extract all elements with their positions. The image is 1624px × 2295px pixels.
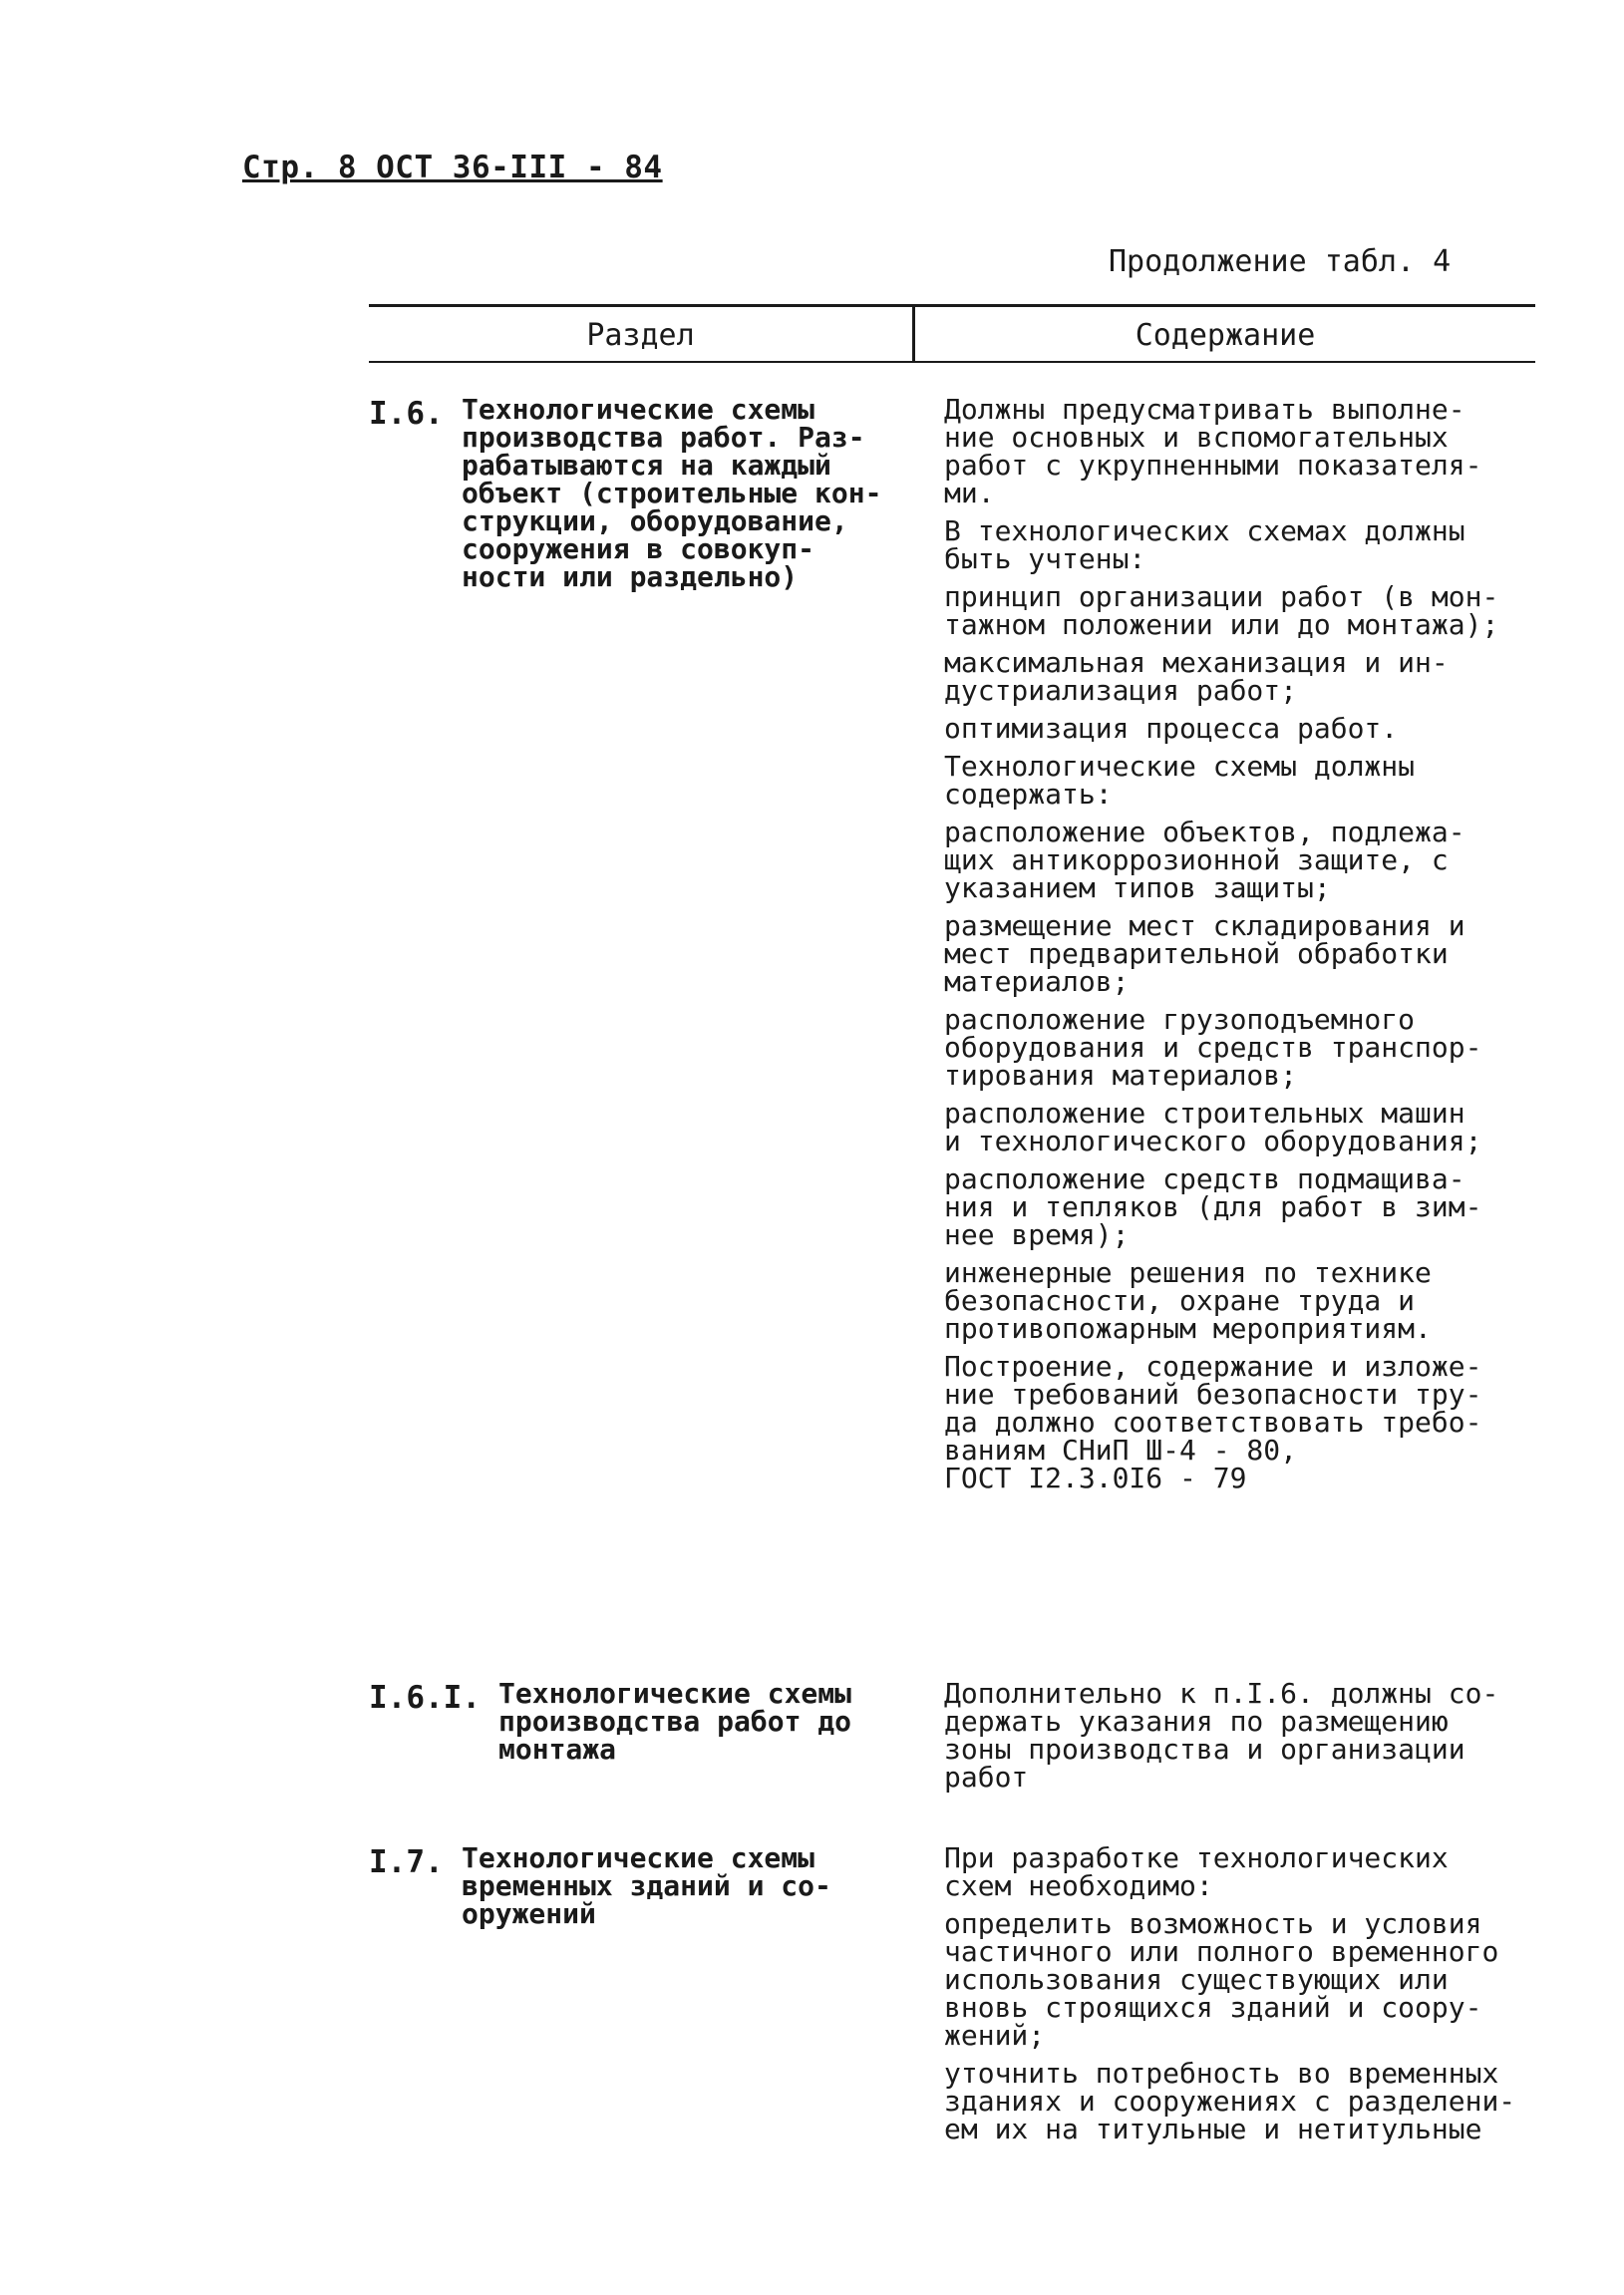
- page-header: Стр. 8 ОСТ 36-III - 84: [242, 150, 663, 185]
- table-top-rule: [369, 304, 1535, 307]
- content-paragraph: размещение мест складирования и мест предварительной обработки материалов;: [944, 909, 1465, 998]
- section-content: [944, 1841, 1532, 2153]
- content-paragraph: При разработке технологических схем необходимо:: [944, 1841, 1449, 1902]
- content-paragraph: В технологических схемах должны быть учтены:: [944, 514, 1465, 575]
- content-paragraph: Технологические схемы должны содержать:: [944, 750, 1416, 811]
- section-number: I.6.I.: [369, 1680, 481, 1716]
- header-bottom-rule: [369, 361, 1535, 363]
- content-paragraph: уточнить потребность во временных зданиях и сооружениях с разделени- ем их на титульные и нетитульные: [944, 2057, 1516, 2145]
- content-paragraph: Должны предусматривать выполне- ние основных и вспомогательных работ с укрупненными показателя- ми.: [944, 393, 1482, 509]
- content-paragraph: оптимизация процесса работ.: [944, 712, 1399, 745]
- content-paragraph: Дополнительно к п.I.6. должны со- держать указания по размещению зоны производства и организации работ: [944, 1677, 1499, 1794]
- section-content: [944, 393, 1532, 1502]
- column-header-content: Содержание: [1135, 318, 1316, 353]
- content-paragraph: определить возможность и условия частичного или полного временного использования существующих или вновь строящихся зданий и соору- жений;: [944, 1907, 1499, 2052]
- content-paragraph: инженерные решения по технике безопасности, охране труда и противопожарным мероприятиям.: [944, 1256, 1432, 1345]
- section-number: I.6.: [369, 396, 444, 432]
- content-paragraph: принцип организации работ (в мон- тажном положении или до монтажа);: [944, 580, 1499, 641]
- section-content: [944, 1677, 1532, 1802]
- content-paragraph: расположение средств подмащива- ния и тепляков (для работ в зим- нее время);: [944, 1162, 1482, 1251]
- column-header-section: Раздел: [586, 318, 695, 353]
- content-paragraph: расположение грузоподъемного оборудования и средств транспор- тирования материалов;: [944, 1003, 1482, 1092]
- content-paragraph: Построение, содержание и изложе- ние требований безопасности тру- да должно соответствовать требо- ваниям СНиП Ш-4 - 80, ГОСТ I2.3.0I6 - 79: [944, 1350, 1482, 1494]
- section-title: Технологические схемы производства работ до монтажа: [498, 1677, 852, 1766]
- content-paragraph: расположение объектов, подлежа- щих антикоррозионной защите, с указанием типов защиты;: [944, 816, 1465, 904]
- requirements-table: [369, 304, 1535, 2263]
- content-paragraph: расположение строительных машин и технологического оборудования;: [944, 1097, 1482, 1157]
- section-title: Технологические схемы производства работ. Раз- рабатываются на каждый объект (строительные кон- струкции, оборудование, сооружения в совокуп- ности или раздельно): [462, 393, 882, 593]
- content-paragraph: максимальная механизация и ин- дустриализация работ;: [944, 646, 1449, 707]
- table-continuation-label: Продолжение табл. 4: [1109, 244, 1452, 279]
- section-number: I.7.: [369, 1844, 444, 1880]
- section-title: Технологические схемы временных зданий и со- оружений: [462, 1841, 831, 1930]
